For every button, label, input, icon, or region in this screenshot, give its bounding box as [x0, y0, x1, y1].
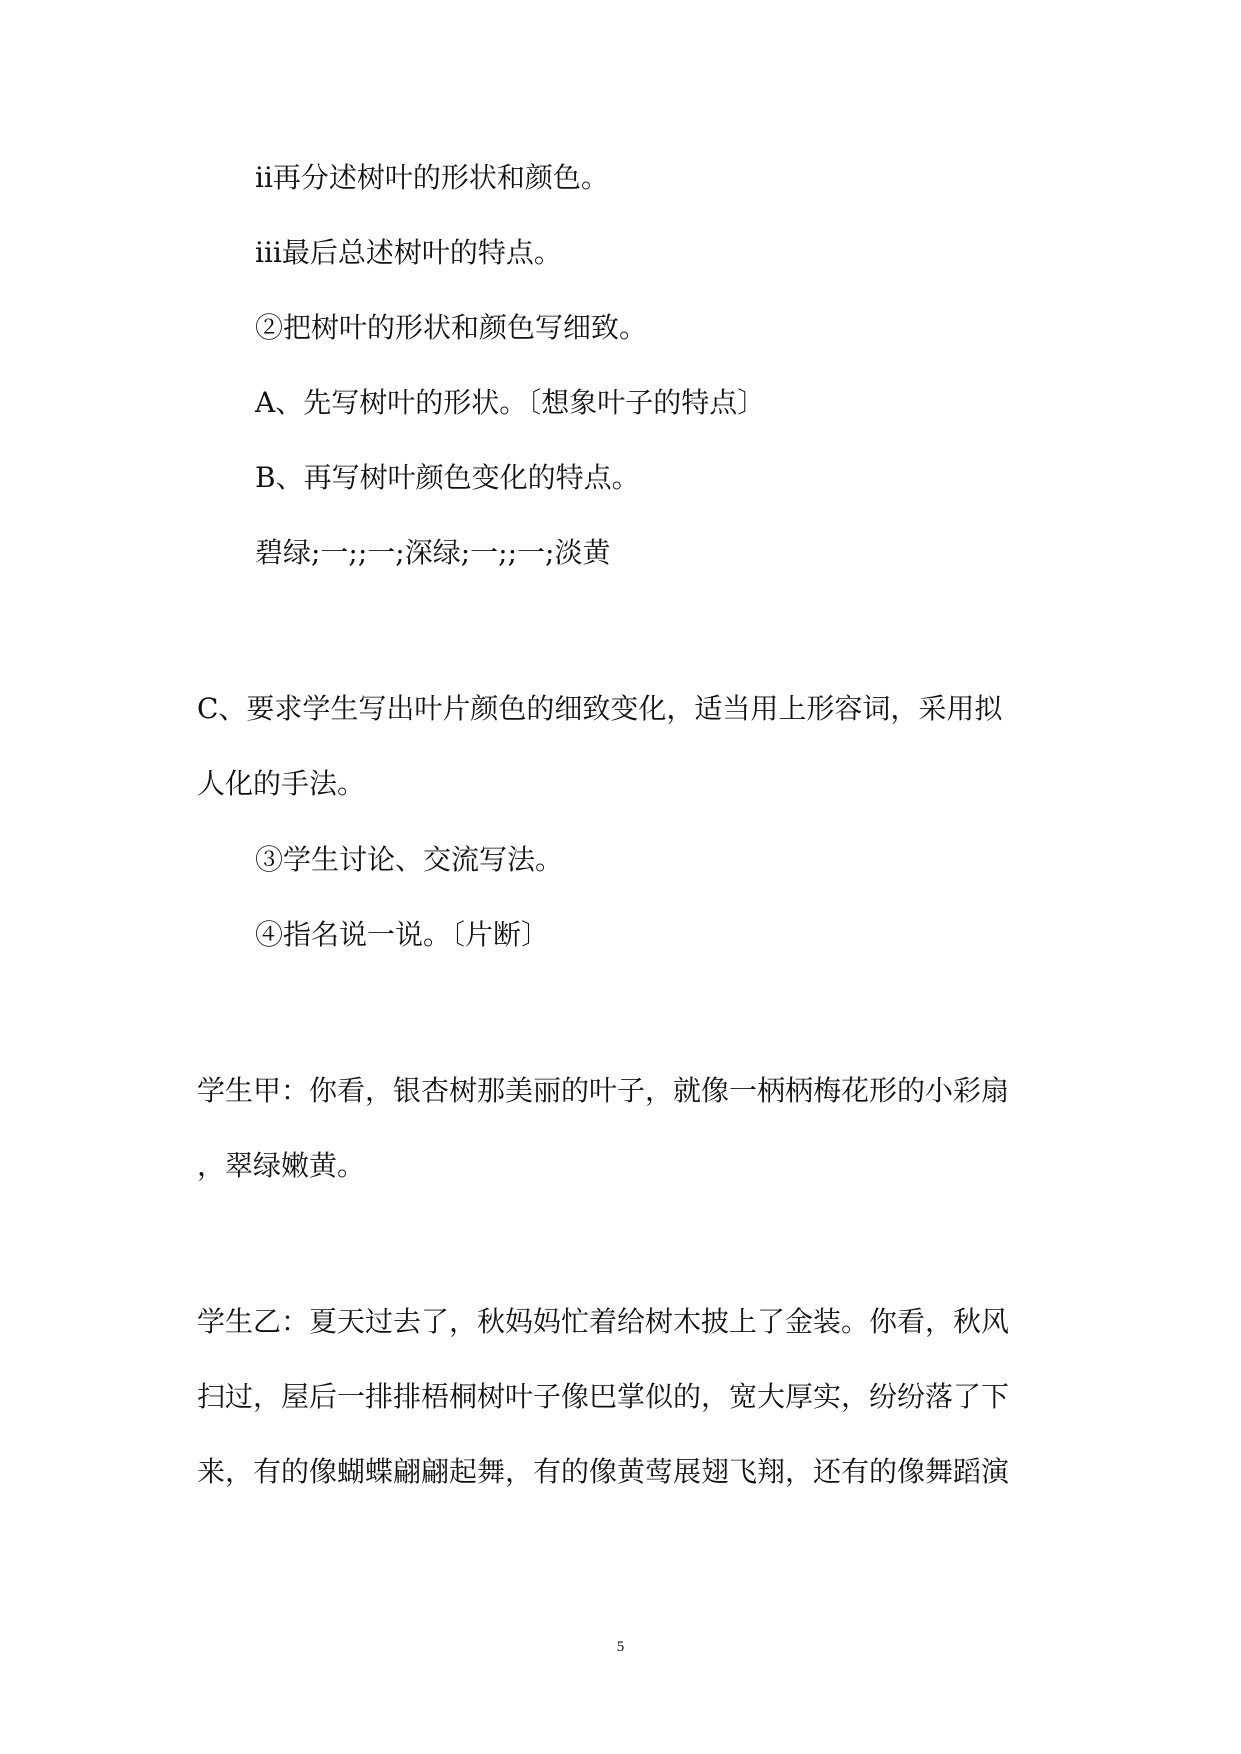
text-line: 人化的手法。 — [197, 767, 366, 800]
text-line: ⅱ再分述树叶的形状和颜色。 — [255, 161, 609, 194]
text-line: 扫过，屋后一排排梧桐树叶子像巴掌似的，宽大厚实，纷纷落了下 — [197, 1380, 1010, 1413]
text-line: ⅲ最后总述树叶的特点。 — [255, 236, 562, 269]
text-line: C、要求学生写出叶片颜色的细致变化，适当用上形容词，采用拟 — [197, 692, 1003, 725]
text-line: ④指名说一说。〔片断〕 — [255, 918, 550, 951]
text-line: ，翠绿嫩黄。 — [197, 1149, 366, 1182]
text-line: 学生乙：夏天过去了，秋妈妈忙着给树木披上了金装。你看，秋风 — [197, 1305, 1010, 1338]
text-line: 碧绿;一;;一;深绿;一;;一;淡黄 — [255, 536, 611, 569]
text-line: A、先写树叶的形状。〔想象叶子的特点〕 — [255, 386, 766, 419]
text-line: 来，有的像蝴蝶翩翩起舞，有的像黄莺展翅飞翔，还有的像舞蹈演 — [197, 1455, 1010, 1488]
text-line: 学生甲：你看，银杏树那美丽的叶子，就像一柄柄梅花形的小彩扇 — [197, 1074, 1010, 1107]
text-line: ②把树叶的形状和颜色写细致。 — [255, 311, 648, 344]
text-line: ③学生讨论、交流写法。 — [255, 843, 564, 876]
page-number: 5 — [616, 1639, 625, 1655]
text-line: B、再写树叶颜色变化的特点。 — [255, 461, 640, 494]
